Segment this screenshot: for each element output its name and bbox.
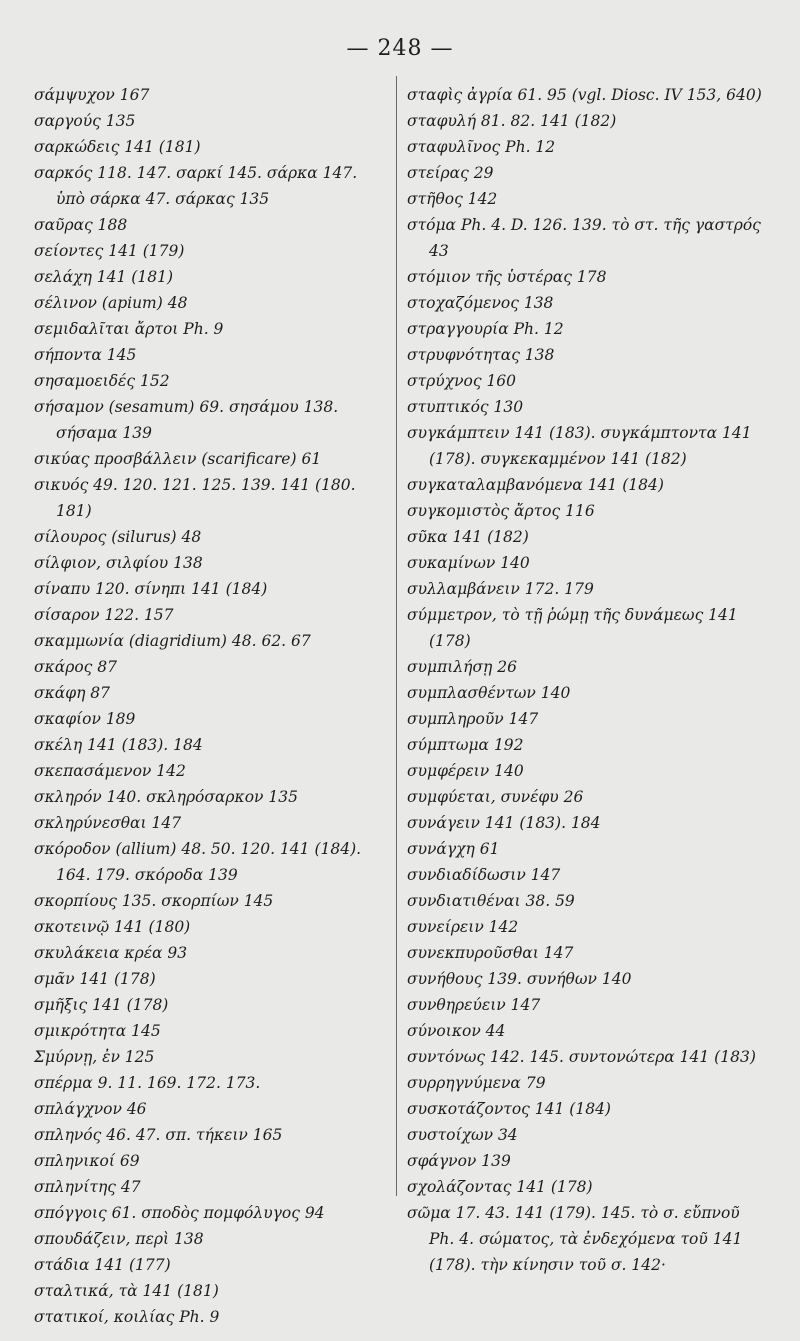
index-entry: συμφύεται, συνέφυ 26 xyxy=(407,788,584,806)
index-entry: σπλάγχνον 46 xyxy=(34,1100,147,1118)
index-entry: συνήθους 139. συνήθων 140 xyxy=(407,970,632,988)
index-entry: σμικρότητα 145 xyxy=(34,1022,161,1040)
index-entry: στόμα Ph. 4. D. 126. 139. τὸ στ. τῆς γαστρός 43 xyxy=(407,216,761,260)
index-entry: συνθηρεύειν 147 xyxy=(407,996,541,1014)
index-entry: σεμιδαλῖται ἄρτοι Ph. 9 xyxy=(34,320,224,338)
index-entry: σκαφίον 189 xyxy=(34,710,136,728)
index-entry: στρύχνος 160 xyxy=(407,372,517,390)
page-number: — 248 — xyxy=(346,36,454,61)
index-entry: σπληνός 46. 47. σπ. τήκειν 165 xyxy=(34,1126,283,1144)
index-entry: συγκάμπτειν 141 (183). συγκάμπτοντα 141 (178). συγκεκαμμένον 141 (182) xyxy=(407,424,752,468)
index-entry: σύμπτωμα 192 xyxy=(407,736,524,754)
index-entry: σκαμμωνία (diagridium) 48. 62. 67 xyxy=(34,632,311,650)
index-entry: σκληρόν 140. σκληρόσαρκον 135 xyxy=(34,788,298,806)
index-entry: σείοντες 141 (179) xyxy=(34,242,185,260)
index-entry: σκάρος 87 xyxy=(34,658,117,676)
index-entry: στρυφνότητας 138 xyxy=(407,346,555,364)
index-entry: σταλτικά, τὰ 141 (181) xyxy=(34,1282,219,1300)
index-entry: συρρηγνύμενα 79 xyxy=(407,1074,546,1092)
index-entry: σῦκα 141 (182) xyxy=(407,528,529,546)
index-entry: σταφὶς ἀγρία 61. 95 (vgl. Diosc. IV 153, 640) xyxy=(407,86,762,104)
index-entry: συμπιλήσῃ 26 xyxy=(407,658,517,676)
index-entry: σικύας προσβάλλειν (scarificare) 61 xyxy=(34,450,322,468)
index-entry: συνάγειν 141 (183). 184 xyxy=(407,814,601,832)
index-entry: σκεπασάμενον 142 xyxy=(34,762,186,780)
index-entry: σχολάζοντας 141 (178) xyxy=(407,1178,593,1196)
index-entry: σκοτεινῷ 141 (180) xyxy=(34,918,191,936)
index-entry: σκάφη 87 xyxy=(34,684,111,702)
index-entry: σαρκώδεις 141 (181) xyxy=(34,138,201,156)
index-entry: σίλφιον, σιλφίου 138 xyxy=(34,554,203,572)
index-entry: σίλουρος (silurus) 48 xyxy=(34,528,202,546)
index-entry: σκληρύνεσθαι 147 xyxy=(34,814,182,832)
index-entry: συντόνως 142. 145. συντονώτερα 141 (183) xyxy=(407,1048,756,1066)
index-entry: συνεκπυροῦσθαι 147 xyxy=(407,944,574,962)
index-entry: σπληνίτης 47 xyxy=(34,1178,141,1196)
index-entry: σκορπίους 135. σκορπίων 145 xyxy=(34,892,274,910)
index-entry: στῆθος 142 xyxy=(407,190,498,208)
index-entry: συγκομιστὸς ἄρτος 116 xyxy=(407,502,595,520)
index-entry: συνδιατιθέναι 38. 59 xyxy=(407,892,575,910)
index-entry: στόμιον τῆς ὑστέρας 178 xyxy=(407,268,607,286)
index-entry: σπουδάζειν, περὶ 138 xyxy=(34,1230,204,1248)
index-entry: σμῆξις 141 (178) xyxy=(34,996,169,1014)
index-entry: σικυός 49. 120. 121. 125. 139. 141 (180. 181) xyxy=(34,476,356,520)
index-entry: σέλινον (apium) 48 xyxy=(34,294,188,312)
index-entry: σαργούς 135 xyxy=(34,112,136,130)
index-entry: συλλαμβάνειν 172. 179 xyxy=(407,580,594,598)
index-entry: συμφέρειν 140 xyxy=(407,762,524,780)
index-entry: σελάχη 141 (181) xyxy=(34,268,173,286)
index-entry: σπληνικοί 69 xyxy=(34,1152,140,1170)
index-entry: συμπλασθέντων 140 xyxy=(407,684,571,702)
index-entry: σήποντα 145 xyxy=(34,346,137,364)
column-divider xyxy=(396,76,397,1196)
index-entry: συγκαταλαμβανόμενα 141 (184) xyxy=(407,476,664,494)
index-entry: στατικοί, κοιλίας Ph. 9 xyxy=(34,1308,220,1326)
index-entry: σκέλη 141 (183). 184 xyxy=(34,736,203,754)
index-entry: σπόγγοις 61. σποδὸς πομφόλυγος 94 xyxy=(34,1204,325,1222)
index-entry: σάμψυχον 167 xyxy=(34,86,150,104)
index-entry: συνδιαδίδωσιν 147 xyxy=(407,866,561,884)
index-entry: σήσαμον (sesamum) 69. σησάμου 138. σήσαμα 139 xyxy=(34,398,339,442)
index-entry: σίναπυ 120. σίνηπι 141 (184) xyxy=(34,580,268,598)
index-entry: στραγγουρία Ph. 12 xyxy=(407,320,564,338)
index-entry: σκυλάκεια κρέα 93 xyxy=(34,944,188,962)
index-entry: συνείρειν 142 xyxy=(407,918,519,936)
index-entry: συνάγχη 61 xyxy=(407,840,500,858)
index-entry: στοχαζόμενος 138 xyxy=(407,294,554,312)
index-entry: σταφυλή 81. 82. 141 (182) xyxy=(407,112,617,130)
index-entry: συμπληροῦν 147 xyxy=(407,710,539,728)
index-entry: σταφυλῖνος Ph. 12 xyxy=(407,138,556,156)
index-entry: σίσαρον 122. 157 xyxy=(34,606,174,624)
index-column-right xyxy=(407,82,769,1278)
index-entry: συστοίχων 34 xyxy=(407,1126,518,1144)
index-entry: σπέρμα 9. 11. 169. 172. 173. xyxy=(34,1074,261,1092)
index-entry: συκαμίνων 140 xyxy=(407,554,530,572)
index-entry: συσκοτάζοντος 141 (184) xyxy=(407,1100,611,1118)
index-entry: στείρας 29 xyxy=(407,164,494,182)
index-entry: στυπτικός 130 xyxy=(407,398,524,416)
index-entry: σκόροδον (allium) 48. 50. 120. 141 (184). 164. 179. σκόροδα 139 xyxy=(34,840,362,884)
index-entry: σησαμοειδές 152 xyxy=(34,372,170,390)
index-entry: σαρκός 118. 147. σαρκί 145. σάρκα 147. ὑπὸ σάρκα 47. σάρκας 135 xyxy=(34,164,358,208)
index-entry: στάδια 141 (177) xyxy=(34,1256,171,1274)
index-column-left xyxy=(34,82,390,1330)
index-entry: σμᾶν 141 (178) xyxy=(34,970,156,988)
index-entry: σφάγνον 139 xyxy=(407,1152,511,1170)
index-entry: Σμύρνῃ, ἐν 125 xyxy=(34,1048,155,1066)
index-entry: σύνοικον 44 xyxy=(407,1022,506,1040)
index-entry: σύμμετρον, τὸ τῇ ῥώμῃ τῆς δυνάμεως 141 (178) xyxy=(407,606,738,650)
index-entry: σαῦρας 188 xyxy=(34,216,128,234)
index-entry: σῶμα 17. 43. 141 (179). 145. τὸ σ. εὔπνοῦ Ph. 4. σώματος, τὰ ἐνδεχόμενα τοῦ 141 (178). τὴν κίνησιν τοῦ σ. 142· xyxy=(407,1204,743,1274)
